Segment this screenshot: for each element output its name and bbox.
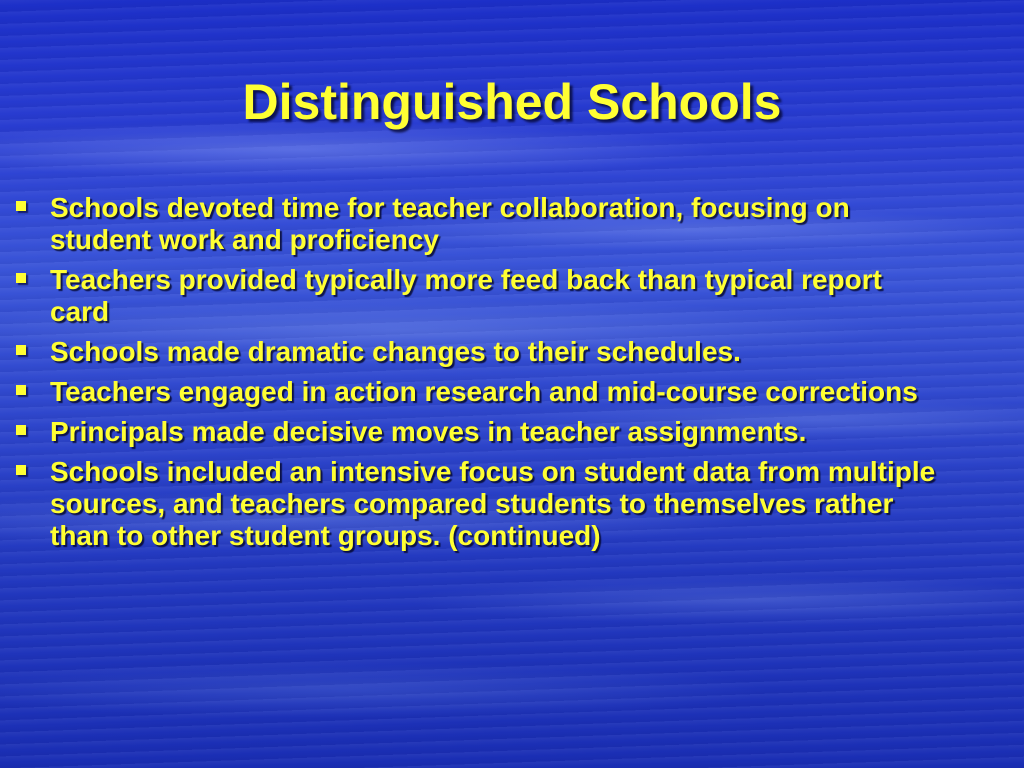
square-bullet-icon	[16, 345, 26, 355]
bullet-item	[14, 336, 944, 368]
bullet-text: Principals made decisive moves in teacher assignments.	[50, 416, 807, 447]
slide-title: Distinguished Schools	[242, 74, 782, 130]
bullet-text: Teachers engaged in action research and mid-course corrections	[50, 376, 918, 407]
bullet-text: Schools made dramatic changes to their schedules.	[50, 336, 741, 367]
square-bullet-icon	[16, 425, 26, 435]
bullet-text: Schools included an intensive focus on student data from multiple sources, and teachers compared students to themselves rather than to other student groups. (continued)	[50, 456, 936, 551]
bullet-item	[14, 192, 944, 256]
bullet-text: Schools devoted time for teacher collaboration, focusing on student work and proficiency	[50, 192, 850, 255]
bullet-list	[14, 192, 944, 560]
bullet-item	[14, 416, 944, 448]
square-bullet-icon	[16, 385, 26, 395]
bullet-item	[14, 376, 944, 408]
square-bullet-icon	[16, 201, 26, 211]
bullet-item	[14, 264, 944, 328]
square-bullet-icon	[16, 465, 26, 475]
square-bullet-icon	[16, 273, 26, 283]
bullet-text: Teachers provided typically more feed back than typical report card	[50, 264, 882, 327]
bullet-item	[14, 456, 944, 552]
